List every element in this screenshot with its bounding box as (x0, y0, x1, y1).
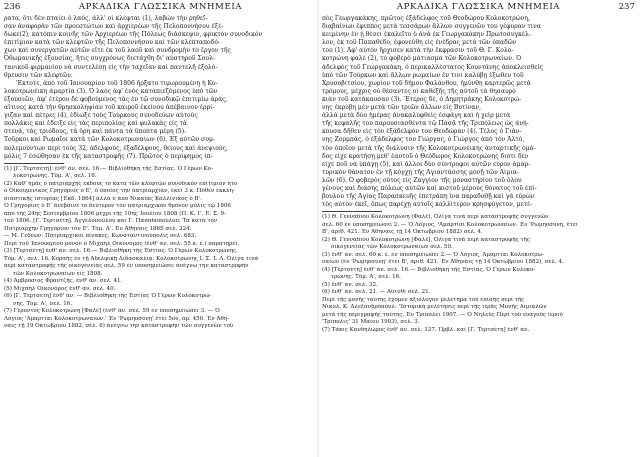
footnote-line: μετὰ τῆς περιγραφῆς ταύτης. Ἐν Τριπόλει 1907. — Ὁ Νηλεῦς Περὶ τοῦ εὐαγοῦς ἱεροῦ (322, 311, 563, 318)
footnote-line: (6) [Γ. Τερτσέτη] ἔνθ' ἀν. — Βιβλιοθήκη τῆς Ἑστίας Ὁ Γέρων Κολοκοτρώ- (4, 293, 212, 300)
text-line: τὸν ὁποῖον μετὰ τῆς διάλυσιν τῆς Κολοκοτρωνέικης ἀνταρτικῆς ὁμά- (322, 144, 536, 152)
footnote-line: Τόμ. Α', σελ. 16. Κοραῆς ἐν τῇ Ἀδελφικῇ Διδασκαλίᾳ: Κολοκοτρώνης Ι. Σ. Ἰ. Λ. Ὀλίγα τινὰ (4, 255, 259, 262)
text-line: νης Ζορμπάς, ὁ ἐξάδελφος του Γιώργας, ὁ Γιώργος ἀπὸ τὸν Ἀλτὸ, (322, 136, 525, 144)
footnote-line: (7) Τάκις Κανδηλώρος ἔνθ' ἀν. σελ. 127. Πρβλ. καὶ [Γ. Τερτσέτη] ἔνθ' ἀν. (322, 326, 530, 333)
footnote-line: (3) ἔνθ' ἀν. σελ. 60 κ. ἑ. ἐν ὑποσημειώσει 2.— Ὁ Λόγιος, Ἀμαρτίαι Κολοκοτρω- (322, 251, 544, 258)
text-line: Ὀθωμανικῆς ἐξουσίας, ἥτις συγχρόνως διετάχθη δι' αὐστηροῦ Σουλ- (4, 55, 215, 63)
footnote-line: σελ. 60 ἐν ὑποσημειώσει 2. — Ὁ Λόγιος, 'Ἀμαρτίαι Κολοκοτρωναίων. Ἐν 'Ρωμηοσύνῃ, ἔτει (322, 221, 578, 228)
footnote-line: (1) [Γ. Τερτσέτη]: ἔνθ' ἀν. σελ. 16.— Βιβλιοθήκη τῆς Ἑστίας. Ὁ Γέρων Κο- (4, 165, 213, 172)
text-line: χων καὶ συνεργατῶν αὐτῶν εἴτε ἐκ τοῦ λαοῦ καὶ συνδρομὴν τὸ ἔργον τῆς (4, 47, 231, 55)
text-line: διαβαίνων ἔφιππος μετὰ τεσσάρων ἄλλων συγγενῶν του γέφυραν τινα (322, 23, 541, 31)
footnote-line: λοκοτρώνης. Τόμ. Α', σελ. 16. (13, 173, 97, 180)
footnote-line: σιαστικῆς ἱστορίας [Ἐκδ. 1864] ἀλλὰ ὁ ἀπὸ Νικαίας Καλλίνικος ὁ Β'. (4, 195, 202, 202)
footnote-line: Ὁ Γρηγόριος ὁ Ε' ἀνέβαινε τὸ δεύτερον τὸν πατριαρχικὸν θρόνον μόλις τῷ 1806 (4, 203, 231, 210)
text-line: σαν ἀναφορὰν τῶν προεστώτων καὶ ἀρχιερέων τῆς Πελοποννήσου ἐξέ- (4, 23, 224, 31)
footnote-line: (1) Θ. Γεννάδιου Κολοκοτρώνη (Φαλὲ), Ὀλίγα τινὰ περὶ καταστροφῆς συγγενῶν (322, 214, 549, 221)
text-line: λοκοτρωνέικη ἁμαρτία (3). Ὁ λαὸς ἀφ' ἑνὸς καταπιεζόμενος ὑπὸ τῶν (4, 87, 218, 95)
footnote-line: ναίων (ἐν 'Ρωμηοσύνῃ' ἔτει Β', ἀριθ. 421. Ἐν Ἀθήναις τῇ 14 Ὀκτωβρίου 1882), σελ. 4. (322, 259, 564, 266)
right-page-header (322, 2, 635, 14)
footnote-line: (6) ἔνθ' ἀν. σελ. 21. — Αὐτόθι σελ. 21. (322, 289, 431, 296)
text-line: τῆς κεφαλῆς του παρουσιασθέντα τῷ Πασᾷ τῆς Τριπόλεως ὡς ἀνή- (322, 120, 529, 128)
text-line: κιὰν τοῦ κατάκαυσαν (3). Ἕτερος δὲ, ὁ Δημητράκης Κολοκοτρώ- (322, 95, 522, 103)
text-line: ἐπιτίμιον κατὰ τῶν κλεφτῶν τῆς Πελοποννήσου καὶ τῶν κλεπταποδό- (4, 39, 221, 47)
footnote-line: ὁ Οἰκουμενικὸς Γρηγόριος ὁ Ε', ὁ ὁποῖος τὴν πατριαρχίαν, ἐκεῖ 3 κ. Πόθεν ἐκκλη- (4, 188, 235, 195)
text-line: τὸς αὐτὸν ἐκεῖ, ὅπως παρέχῃ αὐτοῖς καλλίτερον κρησφύγετον, μετέ- (322, 201, 533, 209)
footnote-line: Β', ἀριθ. 421. Ἐν Ἀθήναις τῇ 14 Ὀκτωβρίου 1882) σελ. 4. (322, 229, 483, 236)
text-line: ἀδελφὸς τοῦ Γεωργακάκη, ὁ περικαλλέστατος Κουντάνης ἀποκλεισθεὶς (322, 63, 544, 71)
left-page-header (4, 2, 317, 14)
text-line: γιζαν καὶ πέτρες (4), ἐδίωξε τοὺς Τούρκους συνοδεύων αὐτοὺς (4, 112, 198, 120)
right-main-text (322, 15, 635, 209)
footnote-line: (7) Γέροντος Κολοκοτρώνη [Φαλὲ] (ἔνθ' ἀν. σελ. 59 ἐν ὑποσημειώσει 3. — Ὁ (4, 308, 220, 315)
footnote-line: (5) ἔνθ' ἀν. σελ. 32. (322, 281, 378, 288)
text-line: νης ἐκρύβη μὲν μετὰ τῶν τριῶν ἄλλων εἰς Βυτίναν, (322, 104, 482, 112)
footnote-rule (4, 163, 64, 164)
text-line: εἶχε ποῦ νὰ ὑπάγῃ (5), καὶ ἄλλοι δύο σύντροφοι αὐτῶν εὗρον ἀμαρ- (322, 160, 531, 168)
text-line: λον, ἐκ τοῦ Παπαθέδο, ἐφονεύθη εἰς ἐνέδρας μετὰ τῶν ὀπαδῶν (322, 39, 517, 47)
text-line: πὸς Γεωργακάκης, πρῶτος ἐξάδελφος τοῦ Θεοδώρου Κολοκοτρώνη, (322, 15, 530, 22)
footnote-line: (5) Μιχαὴλ Οἰκονόμος ἔνθ' ἀν. σελ. 40. (4, 285, 116, 292)
text-line: ἀλλὰ μετὰ δύο ἡμέρας ἀνακαλυφθεὶς ἐσφάγη καὶ ἡ χεὶρ μετὰ (322, 112, 511, 120)
text-line: πολλάκις καὶ ἔδειξε εἰς τὰς περιπολίας καὶ φυλακὰς εἰς τὰ (4, 120, 187, 128)
right-page (322, 2, 635, 454)
text-line: ρατα, ὅτι δὲν πταίει ὁ λαός, ἀλλ' οἱ κλέφται (1), λαβὼν τὴν ρηθεῖ- (4, 15, 208, 22)
book-gutter (317, 0, 319, 457)
footnote-line: — Μ. Γεδεὼν: Πατριαρχικοὶ πίνακες. Κωνσταντινούπολις σελ. 683. (4, 233, 197, 240)
text-line: θρευσιν τῶν κλεφτῶν. (4, 71, 73, 79)
footnote-line: τῶν Κολοκοτρωναίων εἰς 1808. (13, 270, 103, 277)
footnote-line: Νικολ. Κ. Ἀλεξανδρόπουλ: 'Ἱστορικὴ μελέτησις περὶ τῆς ἱερᾶς Μονῆς Αἰμιαλῶν (322, 304, 547, 311)
left-footnotes (4, 166, 317, 331)
footnote-line: ναις τῇ 19 Ὀκτωβρίου 1882, σελ. 6) ἀνέγνω τὴν καταστροφὴν τῶν συγγενῶν τοῦ (4, 323, 234, 330)
text-line: γένους καὶ διάσης πόλεως αὐτῶν καὶ κιστοῦ μέρους θόνατος τοῦ ἐπί- (322, 184, 537, 192)
text-line: Τοῦρκοι καὶ Ρωμαῖοι κατὰ τῶν Κολοκοτρωναίων (6). Ἐξ αὐτῶν συμ- (4, 136, 215, 144)
left-page-number: 236 (4, 2, 21, 12)
text-line: τρόμους, μέχρις οὗ θέσαντες οἱ καθεξῆς τῆς αὐτοῦ τὰ θησαυρὸ (322, 87, 516, 95)
left-main-text (4, 15, 317, 161)
text-line: πολεμούντων περὶ τοὺς 32, ἀδελφούς, ἐξαδέλφους, θείους καὶ ἀνεψιούς, (4, 144, 228, 152)
footnote-line: περὶ καταστροφῆς τῆς οἰκογενείας σελ. 59 ἐν ὑποσημειώσει ἀνέγνω τὴν καταστροφὴν (4, 263, 249, 270)
footnote-line: (4) [Τερτσέτη] ἔνθ' ἀν. σελ. 16.— Βιβλιοθήκη τῆς Ἑστίας. Ὁ Γέρων Κολοκο- (322, 266, 536, 273)
text-line: μόλις 7 ἐσώθησαν ἐκ τῆς καταστροφῆς (7). Πρῶτος ὁ περίφημος ἰπ- (4, 152, 213, 160)
text-line: του (1). Ἀφ' αὐτὸν ἤρχισεν κατὰ τὴν ἔκφρασιν τοῦ Θ. Γ. Κολο- (322, 47, 514, 55)
footnote-line: ἀπὸ τῆς 24ης Σεπτεμβρίου 1806 μέχρι τῆς 10ης Ἰουλίου 1808 (Π. Κ. Γ. Ἐ. Σ. 9- (4, 210, 226, 217)
left-page (4, 2, 317, 454)
footnote-line: οἰκογενείας τῶν Κολοκοτρωναίων σελ. 59. (331, 244, 453, 251)
right-footnotes (322, 214, 635, 334)
footnote-rule (322, 211, 382, 212)
footnote-line: (2) Καθ' ἡμᾶς ὁ πατριάρχης ἐκδοὺς τὸ κατὰ τῶν κλεφτῶν συνοδικὸν ἐπιτίμιον ἦτο (4, 180, 238, 187)
text-line: δος εἶχε κρατήσῃ μεθ' ἑαυτοῦ ὁ Θεόδωρος Κολοκοτρώνης διότι δὲν (322, 152, 529, 160)
footnote-line: Λόγιος 'Ἀμαρτίαι Κολοκοτρωναίων.' Ἐν 'Ρωμηοσύνῃ' ἔτει 5ον, ἀρ. 450. Ἐν Ἀθή- (4, 315, 230, 322)
footnote-line: Περὶ τοῦ Ἰανουαρίου μόνον ὁ Μιχαὴλ Οἰκονόμος (ἔνθ' ἀν. σελ. 55 κ. ἑ.) παρατηρεῖ. (4, 240, 240, 247)
text-line: Χρυσοβιτσίου, χωρίον τοῦ δήμου Φαλάνθου, ἠμύνθη καρτερῶς μετὰ (322, 79, 531, 87)
text-line: στενά, τὰς τριόδους, τὰ ὄρη καὶ πάντα τὰ ὕποπτα μέρη (5). (4, 128, 186, 136)
footnote-line: Περὶ τῆς μονῆς ταύτης ἔχομεν ἀξιόλογον μελέτημα τοῦ ἐπίσης περὶ τῆς (322, 296, 525, 303)
right-running-head: ΑΡΚΑΔΙΚΑ ΓΛΩΣΣΙΚΑ ΜΝΗΜΕΙΑ (396, 2, 561, 12)
text-line: δωκε(2), κατόπιν κοινῆς τῶν Ἀρχιερέων τῆς Πόλεως διάσκεψιν, φρικτὸν συνοδικὸν (4, 31, 263, 39)
text-line: κοτρώνη φαλὲ (2), τὸ φοβερὸ μάτιασμα τῶν Κολοκοτρωναίων. Ὁ (322, 55, 522, 63)
text-line: κουσα δῆθεν εἰς τὸν ἐξάδελφόν του Θεοδώραν (4). Τέλος ὁ Γιάν- (322, 128, 522, 136)
footnote-line: 'Τρίπολις' 31 Μαΐου 1903), σελ. 3. (322, 319, 420, 326)
footnote-line: τρώνης. Τόμ. Α', σελ. 16. (331, 274, 401, 281)
text-line: τανικοῦ φιρμανίου νὰ συντελέσῃ εἰς τὴν ταχεῖαν καὶ παντελῆ ἐξολό- (4, 63, 218, 71)
text-line: ὑπὸ τῶν Τούρκων καὶ ἄλλων ρωμαίων ἐν τινι καλύβῃ ἐξωθεν τοῦ (322, 71, 524, 79)
footnote-line: (4) Ἀμβρόσιος Φραντζῆς, ἔνθ' ἀν. σελ. 41. (4, 278, 123, 285)
right-page-number: 237 (618, 2, 635, 12)
footnote-line: (2) Θ. Γεννάδιου Κολοκοτρώνη [Φαλὲ], Ὀλίγα τινὰ περὶ καταστροφῆς τῆς (322, 236, 530, 243)
text-line: τυρικὸν θάνατον ἐν τῇ κόγχῃ τῆς Ἀγιαντάσσης μονῇ τῶν Αἰμια- (322, 168, 519, 176)
text-line: λῶν (6). Ὁ φοβερὸς οὗτος εἰς Ζαγγίον τῆς μοναστηρίου τοῦ ὅλου (322, 176, 522, 184)
text-line: βουλου τῆς Ἀγίας Παρασκευῆς ἐπετράπη ἵνα παραδοθῇ καὶ γὰ εὐρὼν (322, 193, 535, 201)
footnote-line: τοῦ 1806. [Γ. Τερτσέτη]. Ἀγγελοπούλου καὶ Γ. Παπαδοπούλου: Τὰ κατὰ τὸν (4, 218, 218, 225)
text-line: ἐξουσιῶν, ἀφ' ἑτέρου δὲ φοβούμενος τὰς ἐν τῷ συνοδικῷ ἐπιτιμίῳ ἀράς, (4, 95, 228, 103)
text-line: αἵτινες κατὰ τὴν θρησκοληψίαν τοῦ καιροῦ ἐκείνου ἀπέβαινον ἐρρί- (4, 104, 215, 112)
footnote-line: Πατριάρχην Γρηγόριον τὸν Ε'. Τόμ. Α'. Ἐν Ἀθήναις 1865 σελ. 224. (4, 225, 192, 232)
footnote-line: (3) [Τερτσέτη] ἔνθ' ἀν. σελ. 16.— Βιβλιοθήκη τῆς Ἑστίας. Ὁ Γέρων Κολοκοτρώνης. (4, 248, 238, 255)
left-running-head: ΑΡΚΑΔΙΚΑ ΓΛΩΣΣΙΚΑ ΜΝΗΜΕΙΑ (78, 2, 243, 12)
text-line: Ἔκτοτε, ἀπὸ τοῦ Ἰανουαρίου τοῦ 1806 ἤρξατο τιμωρουμένη ἡ Κο- (16, 79, 218, 87)
footnote-line: νης. Τόμ. Α', σελ. 16. (13, 300, 73, 307)
text-line: κειμένην ἐν ᾗ θέσει ἐκαλεῖτο ὁ ἀνὰ ἐκ Γεωργακάκην Πρωτοσυγκέλ- (322, 31, 531, 39)
